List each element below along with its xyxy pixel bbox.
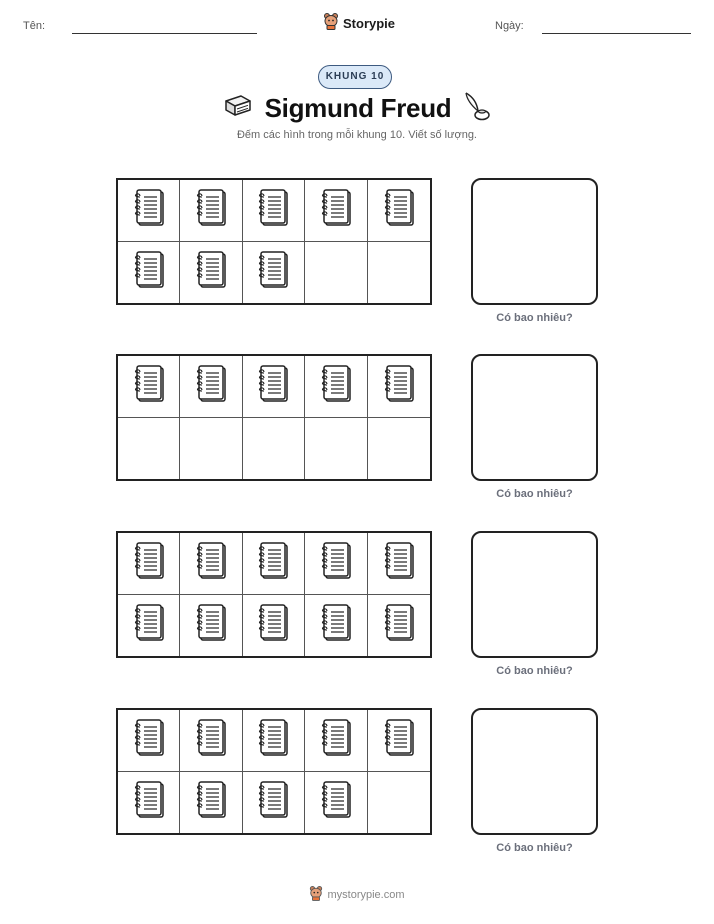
- ten-frame-cell: [180, 772, 242, 834]
- ten-frame-cell: [305, 356, 367, 418]
- footer-url[interactable]: mystorypie.com: [327, 888, 405, 901]
- answer-label-3: Có bao nhiêu?: [496, 665, 573, 677]
- notebook-icon: [382, 540, 416, 587]
- ten-frame-cell: [305, 710, 367, 772]
- notebook-icon: [319, 363, 353, 410]
- notebook-icon: [132, 602, 166, 649]
- name-line[interactable]: [72, 33, 257, 34]
- ten-frame-cell: [118, 180, 180, 242]
- ten-frame-cell: [305, 595, 367, 657]
- ten-frame-cell: [243, 180, 305, 242]
- answer-box-3[interactable]: [471, 531, 598, 658]
- notebook-icon: [382, 187, 416, 234]
- notebook-icon: [256, 187, 290, 234]
- notebook-icon: [382, 717, 416, 764]
- storypie-logo-icon: [323, 12, 339, 35]
- ten-frame-cell: [180, 595, 242, 657]
- ten-frame-cell: [368, 356, 430, 418]
- notebook-icon: [194, 249, 228, 296]
- notebook-icon: [132, 779, 166, 826]
- notebook-icon: [256, 717, 290, 764]
- ten-frame-1: [116, 178, 432, 305]
- ten-frame-cell: [243, 772, 305, 834]
- storypie-logo-icon: [309, 885, 323, 904]
- notebook-icon: [194, 187, 228, 234]
- notebook-icon: [132, 249, 166, 296]
- notebook-icon: [319, 717, 353, 764]
- ten-frame-cell: [368, 710, 430, 772]
- answer-box-2[interactable]: [471, 354, 598, 481]
- notebook-icon: [256, 540, 290, 587]
- notebook-icon: [132, 540, 166, 587]
- answer-label-1: Có bao nhiêu?: [496, 312, 573, 324]
- notebook-icon: [382, 602, 416, 649]
- notebook-icon: [194, 717, 228, 764]
- ten-frame-cell: [243, 242, 305, 304]
- ten-frame-cell: [305, 418, 367, 480]
- name-label: Tên:: [23, 20, 46, 32]
- footer: [0, 885, 714, 904]
- ten-frame-cell: [305, 533, 367, 595]
- notebook-icon: [256, 363, 290, 410]
- ten-frame-cell: [368, 595, 430, 657]
- ten-frame-cell: [118, 710, 180, 772]
- answer-box-4[interactable]: [471, 708, 598, 835]
- notebook-icon: [132, 187, 166, 234]
- ten-frame-cell: [118, 595, 180, 657]
- page-title: Sigmund Freud: [264, 92, 452, 123]
- ten-frame-cell: [368, 418, 430, 480]
- date-line[interactable]: [542, 33, 691, 34]
- book-icon: [223, 93, 253, 124]
- notebook-icon: [256, 779, 290, 826]
- ten-frame-cell: [180, 180, 242, 242]
- date-label: Ngày:: [495, 20, 524, 32]
- ten-frame-cell: [243, 356, 305, 418]
- ten-frame-3: [116, 531, 432, 658]
- ten-frame-cell: [243, 533, 305, 595]
- ten-frame-cell: [180, 356, 242, 418]
- notebook-icon: [194, 540, 228, 587]
- notebook-icon: [319, 602, 353, 649]
- ten-frame-cell: [243, 710, 305, 772]
- ten-frame-cell: [118, 418, 180, 480]
- brand-logo: [323, 13, 395, 33]
- ten-frame-cell: [305, 180, 367, 242]
- ten-frame-cell: [368, 242, 430, 304]
- ten-frame-cell: [368, 180, 430, 242]
- worksheet-type-badge: KHUNG 10: [318, 65, 392, 89]
- ten-frame-cell: [243, 595, 305, 657]
- brand-name: Storypie: [343, 15, 396, 31]
- notebook-icon: [194, 363, 228, 410]
- notebook-icon: [319, 540, 353, 587]
- ten-frame-4: [116, 708, 432, 835]
- ten-frame-cell: [305, 242, 367, 304]
- answer-label-2: Có bao nhiêu?: [496, 488, 573, 500]
- ten-frame-cell: [118, 242, 180, 304]
- ten-frame-2: [116, 354, 432, 481]
- notebook-icon: [132, 717, 166, 764]
- notebook-icon: [319, 779, 353, 826]
- notebook-icon: [382, 363, 416, 410]
- ten-frame-cell: [368, 533, 430, 595]
- ten-frame-cell: [180, 242, 242, 304]
- ten-frame-cell: [180, 710, 242, 772]
- notebook-icon: [256, 249, 290, 296]
- instructions: Đếm các hình trong mỗi khung 10. Viết số lượng.: [236, 129, 477, 141]
- ten-frame-cell: [368, 772, 430, 834]
- notebook-icon: [194, 779, 228, 826]
- quill-inkwell-icon: [463, 91, 491, 126]
- ten-frame-cell: [305, 772, 367, 834]
- ten-frame-cell: [118, 356, 180, 418]
- ten-frame-cell: [118, 772, 180, 834]
- notebook-icon: [256, 602, 290, 649]
- notebook-icon: [319, 187, 353, 234]
- ten-frame-cell: [243, 418, 305, 480]
- notebook-icon: [194, 602, 228, 649]
- title-row: [0, 88, 714, 128]
- answer-box-1[interactable]: [471, 178, 598, 305]
- ten-frame-cell: [118, 533, 180, 595]
- notebook-icon: [132, 363, 166, 410]
- answer-label-4: Có bao nhiêu?: [496, 842, 573, 854]
- ten-frame-cell: [180, 533, 242, 595]
- ten-frame-cell: [180, 418, 242, 480]
